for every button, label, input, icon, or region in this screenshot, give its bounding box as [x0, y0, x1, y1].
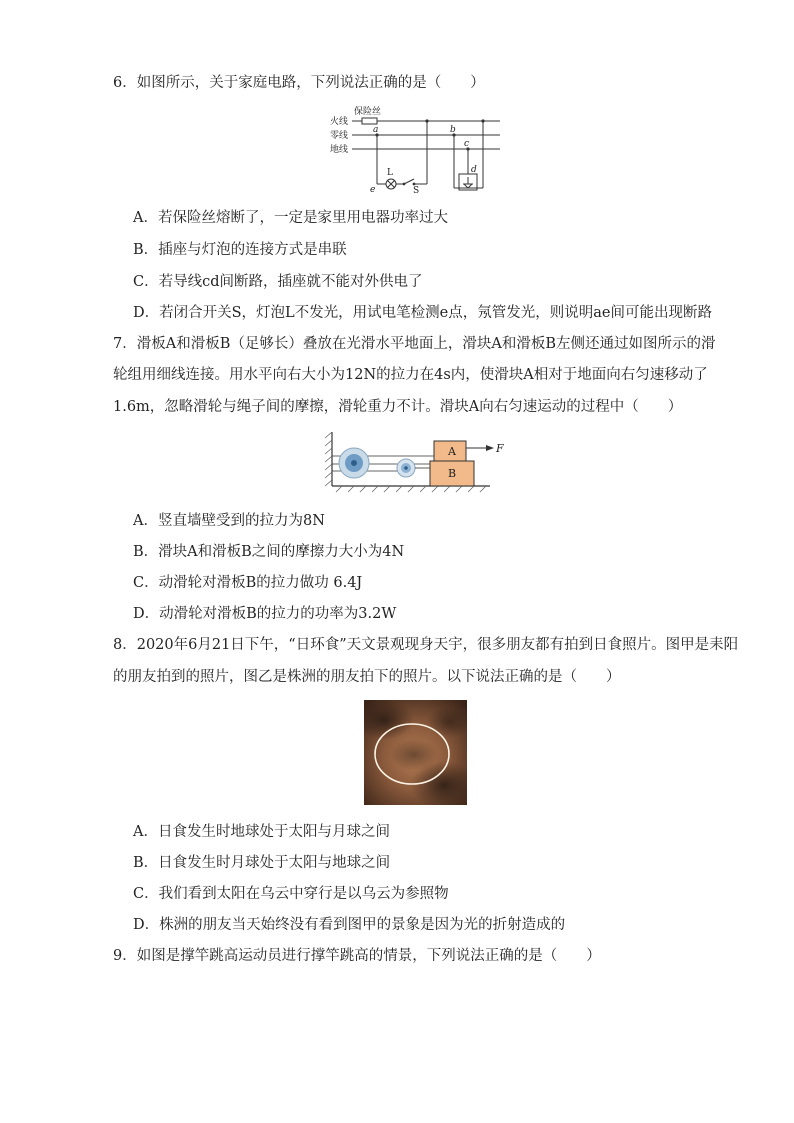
q8-eclipse-photo — [364, 700, 467, 805]
q8-stem-line-1: 8．2020年6月21日下午，“日环食”天文景观现身天宇，很多朋友都有拍到日食照片。图甲是耒阳 — [113, 637, 739, 653]
q6-option-d: D．若闭合开关S，灯泡L不发光，用试电笔检测e点，氖管发光，则说明ae间可能出现断路 — [133, 305, 712, 321]
label-A: A — [448, 445, 456, 458]
q7-option-c: C．动滑轮对滑板B的拉力做功 6.4J — [133, 575, 363, 591]
label-d: d — [471, 165, 477, 175]
q7-option-a: A．竖直墙壁受到的拉力为8N — [133, 513, 325, 529]
label-F: F — [496, 442, 504, 455]
label-ground-wire: 地线 — [330, 145, 349, 155]
q6-option-b: B．插座与灯泡的连接方式是串联 — [133, 242, 347, 258]
q8-stem-line-2: 的朋友拍到的照片，图乙是株洲的朋友拍下的照片。以下说法正确的是（ ） — [113, 669, 621, 685]
q9-stem: 9．如图是撑竿跳高运动员进行撑竿跳高的情景，下列说法正确的是（ ） — [113, 948, 601, 964]
q6-circuit-diagram — [328, 104, 504, 200]
q7-pulley-diagram — [322, 430, 512, 494]
label-a: a — [373, 125, 379, 135]
label-e: e — [370, 185, 376, 195]
label-fuse: 保险丝 — [354, 107, 382, 117]
force-arrow-icon — [486, 445, 494, 451]
label-live-wire: 火线 — [330, 117, 349, 127]
switch-icon — [404, 179, 414, 184]
q7-stem-line-3: 1.6m，忽略滑轮与绳子间的摩擦，滑轮重力不计。滑块A向右匀速运动的过程中（ ） — [113, 399, 683, 415]
label-b: b — [450, 125, 456, 135]
label-S: S — [413, 186, 420, 196]
q8-option-d: D．株洲的朋友当天始终没有看到图甲的景象是因为光的折射造成的 — [133, 917, 566, 933]
q7-stem-line-2: 轮组用细线连接。用水平向右大小为12N的拉力在4s内，使滑块A相对于地面向右匀速移动了 — [113, 367, 708, 383]
q7-stem-line-1: 7．滑板A和滑板B（足够长）叠放在光滑水平地面上，滑块A和滑板B左侧还通过如图所示的滑 — [113, 336, 716, 352]
q7-option-d: D．动滑轮对滑板B的拉力的功率为3.2W — [133, 606, 397, 622]
q8-option-b: B．日食发生时月球处于太阳与地球之间 — [133, 855, 391, 871]
label-L: L — [387, 168, 393, 178]
label-B: B — [448, 467, 457, 480]
fuse-icon — [362, 118, 377, 124]
label-c: c — [464, 139, 470, 149]
q6-stem: 6．如图所示，关于家庭电路，下列说法正确的是（ ） — [113, 75, 485, 91]
q8-option-c: C．我们看到太阳在乌云中穿行是以乌云为参照物 — [133, 886, 449, 902]
q7-option-b: B．滑块A和滑板B之间的摩擦力大小为4N — [133, 544, 405, 560]
q6-option-c: C．若导线cd间断路，插座就不能对外供电了 — [133, 274, 423, 290]
q8-option-a: A．日食发生时地球处于太阳与月球之间 — [133, 824, 390, 840]
q6-option-a: A．若保险丝熔断了，一定是家里用电器功率过大 — [133, 210, 448, 226]
label-neutral-wire: 零线 — [330, 131, 349, 141]
